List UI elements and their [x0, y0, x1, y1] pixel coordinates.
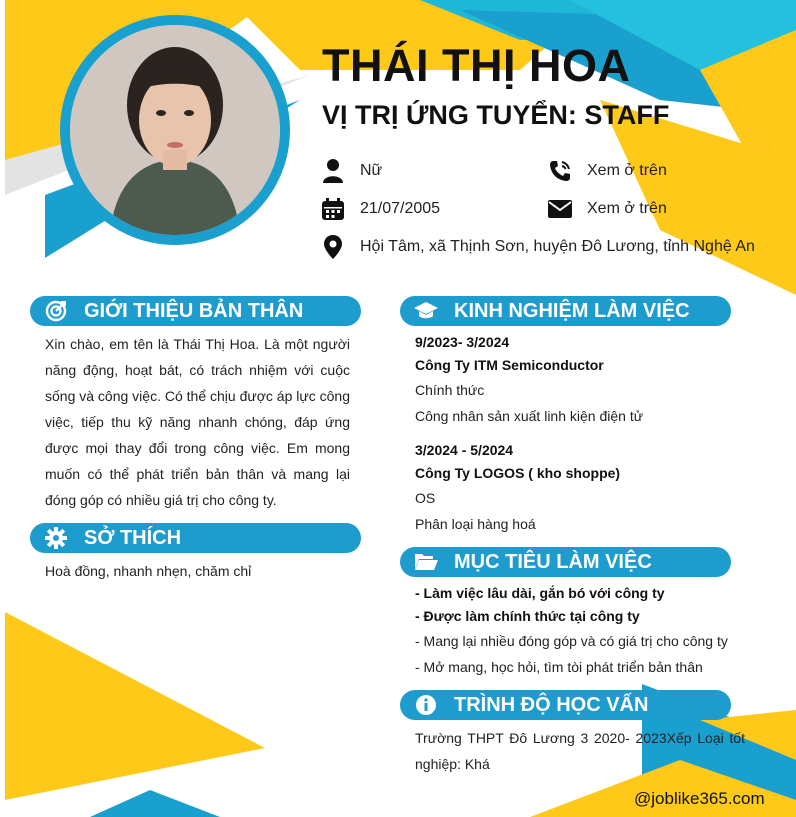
goals-heading	[400, 547, 731, 577]
calendar-icon	[320, 196, 346, 222]
about-title: GIỚI THIỆU BẢN THÂN	[84, 299, 304, 322]
education-title: TRÌNH ĐỘ HỌC VẤN	[454, 693, 649, 716]
goals-title: MỤC TIÊU LÀM VIỆC	[454, 550, 652, 573]
exp2-desc: Phân loại hàng hoá	[415, 516, 536, 532]
goal-item: - Làm việc lâu dài, gắn bó với công ty	[415, 585, 665, 601]
envelope-icon	[547, 196, 573, 222]
job-position: VỊ TRỊ ỨNG TUYỂN: STAFF	[322, 100, 670, 130]
email-value: Xem ở trên	[587, 200, 667, 217]
exp1-period: 9/2023- 3/2024	[415, 334, 510, 350]
about-heading	[30, 296, 361, 326]
goal-item: - Được làm chính thức tại công ty	[415, 608, 640, 624]
address-row	[320, 234, 755, 260]
info-icon	[414, 693, 438, 717]
email-row	[547, 196, 667, 222]
exp2-role: OS	[415, 490, 436, 506]
exp2-company: Công Ty LOGOS ( kho shoppe)	[415, 465, 621, 481]
birthday-value: 21/07/2005	[360, 200, 441, 217]
exp2-period: 3/2024 - 5/2024	[415, 442, 514, 458]
gender-row	[320, 158, 382, 184]
avatar	[70, 25, 280, 235]
target-icon	[44, 299, 68, 323]
hobbies-text: Hoà đồng, nhanh nhẹn, chăm chỉ	[45, 563, 252, 579]
watermark-site: @joblike365.com	[634, 789, 765, 808]
candidate-name: THÁI THỊ HOA	[322, 40, 631, 91]
experience-title: KINH NGHIỆM LÀM VIỆC	[454, 299, 690, 322]
location-pin-icon	[320, 234, 346, 260]
education-text: Trường THPT Đô Lương 3 2020- 2023Xếp Loại tốt nghiệp: Khá	[415, 730, 745, 772]
exp1-desc: Công nhân sản xuất linh kiện điện tử	[415, 408, 644, 424]
phone-value: Xem ở trên	[587, 162, 667, 179]
hobbies-title: SỞ THÍCH	[84, 526, 182, 549]
goal-item: - Mở mang, học hỏi, tìm tòi phát triển bản thân	[415, 659, 703, 675]
gender-value: Nữ	[360, 162, 383, 179]
experience-heading	[400, 296, 731, 326]
exp1-role: Chính thức	[415, 382, 485, 398]
phone-icon	[547, 158, 573, 184]
address-value: Hội Tâm, xã Thịnh Sơn, huyện Đô Lương, tỉnh Nghệ An	[360, 238, 755, 255]
about-text: Xin chào, em tên là Thái Thị Hoa. Là một người năng động, hoạt bát, có trách nhiệm với cuộc sống và công việc. Có thể chịu được áp lực công việc, tiếp thu kỹ năng nhanh chóng, đáp ứng được mọi thay đổi trong công việc. Em mong muốn có thể phát triển bản thân và mang lại đóng góp có nhiều giá trị cho công ty.	[45, 336, 350, 508]
exp1-company: Công Ty ITM Semiconductor	[415, 357, 604, 373]
graduation-cap-icon	[414, 299, 438, 323]
hobbies-heading	[30, 523, 361, 553]
goal-item: - Mang lại nhiều đóng góp và có giá trị cho công ty	[415, 633, 728, 649]
birthday-row	[320, 196, 440, 222]
gear-icon	[44, 526, 68, 550]
folder-open-icon	[414, 550, 438, 574]
phone-row	[547, 158, 667, 184]
avatar-frame	[60, 15, 290, 245]
person-icon	[320, 158, 346, 184]
education-heading	[400, 690, 731, 720]
